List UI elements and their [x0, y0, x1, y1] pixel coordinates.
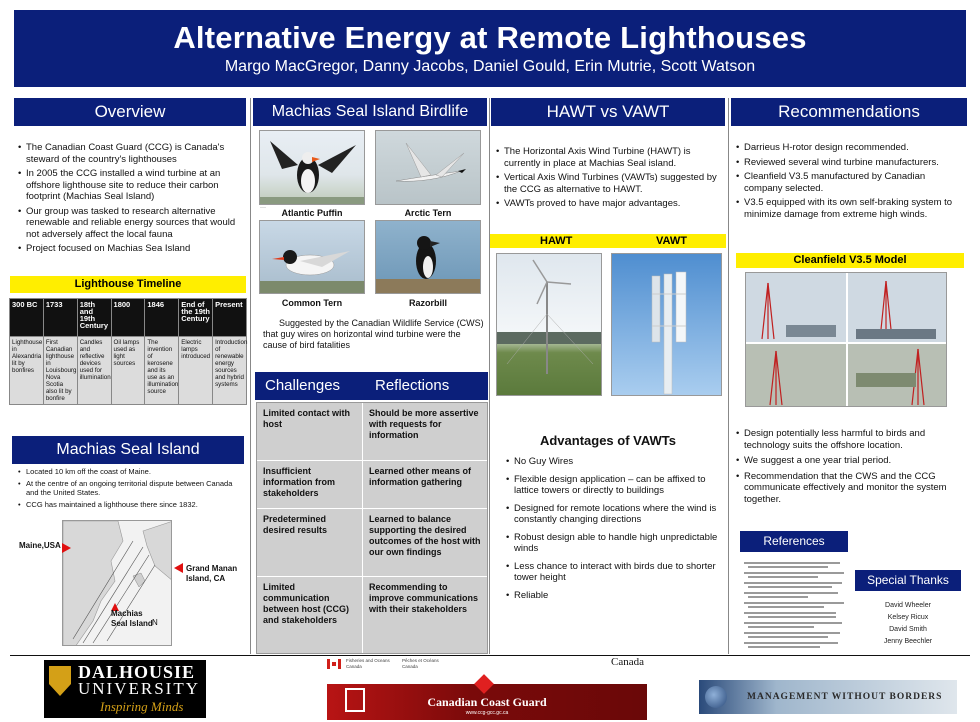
map-label-maine: Maine,USA	[19, 541, 61, 550]
fisheries-name-en: Fisheries and Oceans Canada	[346, 658, 390, 669]
maple-leaf-icon	[474, 674, 494, 694]
timeline-table	[9, 298, 247, 405]
thanks-name: David Smith	[889, 626, 927, 633]
mwb-logo	[699, 680, 957, 714]
recommendation-bullet: • Cleanfield V3.5 manufactured by Canadian company selected.	[736, 171, 966, 194]
footer-divider	[10, 655, 970, 656]
reflections-heading: Reflections	[375, 377, 450, 394]
globe-icon	[705, 686, 727, 708]
dalhousie-logo	[44, 660, 206, 718]
canada-wordmark: Canada	[611, 656, 644, 668]
dalhousie-tagline: Inspiring Minds	[100, 699, 184, 714]
dalhousie-crest-icon	[49, 666, 71, 696]
column-divider	[489, 98, 490, 654]
advantage-bullet: • Reliable	[506, 590, 726, 602]
timeline-cell: Oil lamps used as light sources	[111, 337, 145, 405]
timeline-col: End of the 19th Century	[179, 299, 213, 337]
cleanfield-photo	[745, 272, 947, 407]
overview-heading: Overview	[14, 98, 246, 126]
birdlife-note: Suggested by the Canadian Wildlife Service (CWS) that guy wires on horizontal wind turbine were the cause of bird fatalities	[263, 318, 484, 350]
challenge-cell: Predetermined desired results	[257, 509, 363, 576]
challenge-row	[257, 509, 487, 577]
bird-caption-arctic-tern: Arctic Tern	[404, 208, 452, 218]
ccg-banner	[327, 684, 647, 720]
overview-list	[18, 142, 244, 258]
challenges-heading-bar	[255, 372, 488, 400]
overview-bullet: • In 2005 the CCG installed a wind turbine at an offshore lighthouse site to reduce their carbon footprint (Machias Seal Island)	[18, 168, 244, 203]
advantage-bullet: • Robust design able to handle high unpredictable winds	[506, 532, 726, 555]
puffin-photo	[259, 130, 365, 205]
arrow-right-icon	[62, 543, 71, 553]
model-heading: Cleanfield V3.5 Model	[736, 253, 964, 268]
advantage-bullet: • Designed for remote locations where the wind is constantly changing directions	[506, 503, 726, 526]
timeline-heading: Lighthouse Timeline	[10, 276, 246, 293]
advantage-bullet: • Less chance to interact with birds due to shorter tower height	[506, 561, 726, 584]
recommendation-bullet: • Darrieus H-rotor design recommended.	[736, 142, 966, 154]
poster-title: Alternative Energy at Remote Lighthouses	[173, 20, 807, 55]
column-divider	[728, 98, 729, 654]
photo-credit: ——	[260, 205, 266, 209]
advantage-bullet: • No Guy Wires	[506, 456, 726, 468]
recommendation-bullet: • We suggest a one year trial period.	[736, 455, 966, 467]
challenge-row	[257, 403, 487, 461]
vawt-photo	[611, 253, 722, 396]
timeline-cell: Candles and reflective devices used for illumination	[77, 337, 111, 405]
hawt-vawt-heading: HAWT vs VAWT	[491, 98, 725, 126]
timeline-col: 18th and 19th Century	[77, 299, 111, 337]
bird-caption-razorbill: Razorbill	[408, 298, 447, 308]
references-heading: References	[740, 531, 848, 552]
thanks-name: Kelsey Ricux	[887, 614, 929, 621]
mwb-text: MANAGEMENT WITHOUT BORDERS	[747, 692, 943, 702]
timeline-cell: The invention of kerosene and its use as an illumination source	[145, 337, 179, 405]
fisheries-name-fr: Pêches et Océans Canada	[402, 658, 439, 669]
ccg-url: www.ccg-gcc.gc.ca	[465, 710, 509, 716]
timeline-col: 300 BC	[10, 299, 44, 337]
cleanfield-graphic	[746, 273, 947, 407]
timeline-cell: Introduction of renewable energy sources and hybrid systems	[213, 337, 247, 405]
bird-caption-common-tern: Common Tern	[281, 298, 343, 308]
timeline-cell: Electric lamps introduced	[179, 337, 213, 405]
challenge-cell: Limited communication between host (CCG) and stakeholders	[257, 577, 363, 653]
hawt-bullet: • Vertical Axis Wind Turbines (VAWTs) suggested by the CCG as alternative to HAWT.	[496, 172, 724, 195]
ccg-name: Canadian Coast Guard	[427, 695, 547, 709]
column-divider	[250, 98, 251, 654]
hawt-list	[496, 146, 724, 213]
reflection-cell: Learned other means of information gathering	[369, 466, 472, 487]
arctic-tern-photo	[375, 130, 481, 205]
poster-header	[14, 10, 966, 87]
turbine-label-bar	[490, 234, 726, 248]
challenge-cell: Limited contact with host	[257, 403, 363, 460]
thanks-heading: Special Thanks	[855, 570, 961, 591]
machias-bullet: • Located 10 km off the coast of Maine.	[18, 467, 244, 476]
puffin-graphic	[260, 131, 365, 205]
dalhousie-name-2: UNIVERSITY	[78, 679, 200, 698]
recommendations-heading: Recommendations	[731, 98, 967, 126]
reflection-cell: Learned to balance supporting the desired outcomes of the host with our own findings	[369, 514, 481, 557]
machias-list	[18, 467, 244, 512]
poster-authors: Margo MacGregor, Danny Jacobs, Daniel Gould, Erin Mutrie, Scott Watson	[224, 58, 756, 75]
advantages-heading: Advantages of VAWTs	[539, 433, 677, 448]
hawt-bullet: • The Horizontal Axis Wind Turbine (HAWT) is currently in place at Machias Seal island.	[496, 146, 724, 169]
map-label-machias: Machias Seal Island	[111, 609, 153, 628]
challenge-cell: Insufficient information from stakeholders	[257, 461, 363, 508]
references-text-lines	[744, 560, 848, 652]
arctic-tern-graphic	[376, 131, 481, 205]
challenges-table	[256, 402, 488, 654]
machias-bullet: • At the centre of an ongoing territorial dispute between Canada and the United States.	[18, 479, 244, 497]
thanks-name: Jenny Beechler	[883, 638, 933, 645]
birdlife-heading: Machias Seal Island Birdlife	[253, 98, 487, 126]
recommendation-bullet: • Reviewed several wind turbine manufacturers.	[736, 157, 966, 169]
razorbill-graphic	[376, 221, 481, 294]
hawt-graphic	[497, 254, 602, 396]
timeline-cell: Lighthouse in Alexandria lit by bonfires	[10, 337, 44, 405]
timeline-col: Present	[213, 299, 247, 337]
timeline-col: 1733	[43, 299, 77, 337]
overview-bullet: • Project focused on Machias Sea Island	[18, 243, 244, 255]
overview-bullet: • The Canadian Coast Guard (CCG) is Canada's steward of the country's lighthouses	[18, 142, 244, 165]
challenges-heading: Challenges	[265, 377, 341, 394]
recommendation-bullet: • Recommendation that the CWS and the CCG communicate effectively and monitor the system together.	[736, 471, 966, 506]
recommendations-list-2	[736, 428, 966, 508]
timeline-col: 1800	[111, 299, 145, 337]
overview-bullet: • Our group was tasked to research alternative renewable and reliable energy sources that would not adversely affect the local fauna	[18, 206, 244, 241]
canada-flag-leaf-icon	[332, 662, 336, 666]
thanks-list	[855, 600, 961, 648]
north-label: N	[152, 618, 158, 627]
timeline-cell: First Canadian lighthouse in Louisbourg Nova Scotia also lit by bonfire	[43, 337, 77, 405]
challenge-row	[257, 461, 487, 509]
timeline-col: 1846	[145, 299, 179, 337]
recommendation-bullet: • V3.5 equipped with its own self-braking system to minimize damage from extreme high winds.	[736, 197, 966, 220]
advantage-bullet: • Flexible design application – can be affixed to lattice towers or directly to buildings	[506, 474, 726, 497]
recommendation-bullet: • Design potentially less harmful to birds and technology suits the offshore location.	[736, 428, 966, 451]
map-label-grand-manan: Grand Manan Island, CA	[186, 564, 238, 583]
common-tern-graphic	[260, 221, 365, 294]
references-list	[744, 560, 848, 652]
vawt-label: VAWT	[656, 235, 687, 247]
challenge-row	[257, 577, 487, 653]
arrow-left-icon	[174, 563, 183, 573]
hawt-label: HAWT	[540, 235, 573, 247]
recommendations-list	[736, 142, 966, 223]
thanks-name: David Wheeler	[885, 602, 931, 609]
advantages-list	[506, 456, 726, 607]
canada-flag-icon	[327, 659, 341, 669]
razorbill-photo	[375, 220, 481, 294]
machias-bullet: • CCG has maintained a lighthouse there since 1832.	[18, 500, 244, 509]
machias-heading: Machias Seal Island	[12, 436, 244, 464]
hawt-bullet: • VAWTs proved to have major advantages.	[496, 198, 724, 210]
vawt-graphic	[612, 254, 722, 396]
dalhousie-name-1: DALHOUSIE	[78, 662, 196, 682]
bird-caption-puffin: Atlantic Puffin	[281, 208, 343, 218]
hawt-photo	[496, 253, 602, 396]
reflection-cell: Should be more assertive with requests for information	[369, 408, 479, 440]
common-tern-photo	[259, 220, 365, 294]
reflection-cell: Recommending to improve communications with their stakeholders	[369, 582, 479, 614]
